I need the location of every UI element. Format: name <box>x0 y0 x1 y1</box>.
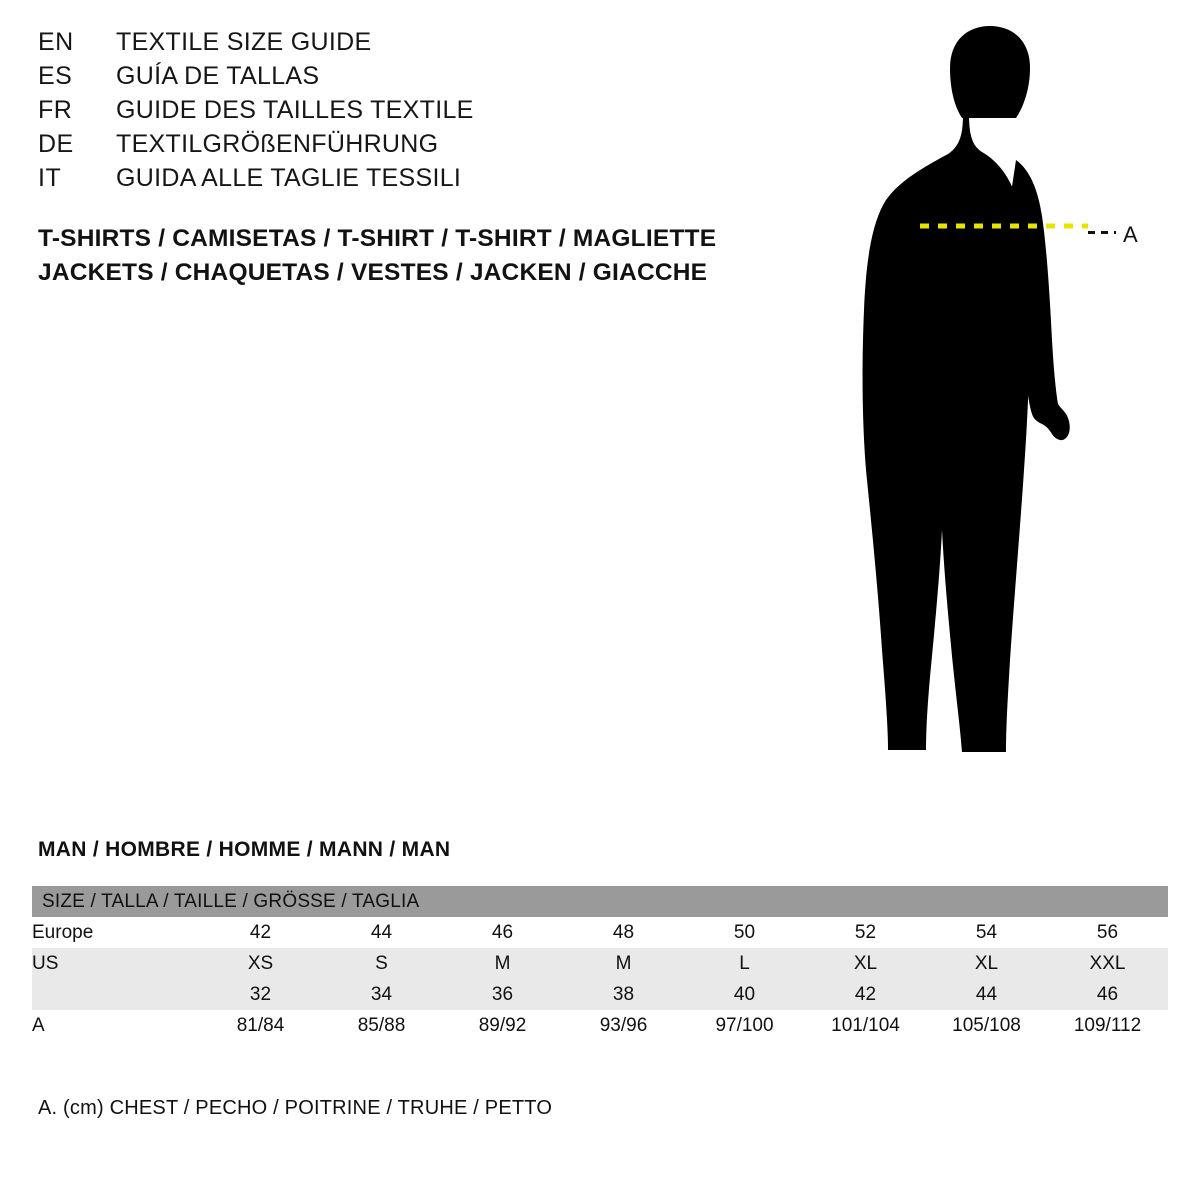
table-cell: 105/108 <box>926 1010 1047 1041</box>
table-section-title: MAN / HOMBRE / HOMME / MANN / MAN <box>38 838 451 861</box>
table-cell: 34 <box>321 979 442 1010</box>
silhouette-shape <box>863 26 1070 752</box>
garment-line-tshirts: T-SHIRTS / CAMISETAS / T-SHIRT / T-SHIRT / MAGLIETTE <box>38 225 717 252</box>
table-row <box>32 1010 1168 1041</box>
table-cell: 93/96 <box>563 1010 684 1041</box>
table-cell: 46 <box>1047 979 1168 1010</box>
size-table <box>32 886 1168 1041</box>
table-cell: L <box>684 948 805 979</box>
language-row <box>38 130 758 164</box>
table-cell: 38 <box>563 979 684 1010</box>
language-header-block <box>38 28 758 198</box>
language-code: ES <box>38 62 73 90</box>
table-cell: XL <box>805 948 926 979</box>
table-cell: M <box>563 948 684 979</box>
table-cell: M <box>442 948 563 979</box>
table-cell: 54 <box>926 917 1047 948</box>
table-cell: 44 <box>926 979 1047 1010</box>
table-cell: 97/100 <box>684 1010 805 1041</box>
table-cell: 42 <box>805 979 926 1010</box>
language-text: TEXTILGRÖßENFÜHRUNG <box>116 130 439 158</box>
table-cell: 42 <box>200 917 321 948</box>
table-cell: 81/84 <box>200 1010 321 1041</box>
row-label-us: US <box>32 948 200 979</box>
table-cell: XS <box>200 948 321 979</box>
table-cell: 50 <box>684 917 805 948</box>
language-code: DE <box>38 130 74 158</box>
language-text: GUIDE DES TAILLES TEXTILE <box>116 96 474 124</box>
language-row <box>38 62 758 96</box>
table-cell: 109/112 <box>1047 1010 1168 1041</box>
table-row <box>32 948 1168 979</box>
table-cell: 32 <box>200 979 321 1010</box>
table-cell: 101/104 <box>805 1010 926 1041</box>
garment-line-jackets: JACKETS / CHAQUETAS / VESTES / JACKEN / GIACCHE <box>38 259 708 286</box>
row-label-europe: Europe <box>32 917 200 948</box>
garment-category-block <box>38 222 798 290</box>
table-header-row <box>32 886 1168 917</box>
language-row <box>38 28 758 62</box>
language-code: FR <box>38 96 73 124</box>
footnote-chest-measure: A. (cm) CHEST / PECHO / POITRINE / TRUHE / PETTO <box>38 1097 553 1119</box>
table-cell: S <box>321 948 442 979</box>
language-text: GUIDA ALLE TAGLIE TESSILI <box>116 164 462 192</box>
table-row <box>32 979 1168 1010</box>
table-cell: 48 <box>563 917 684 948</box>
table-cell: XL <box>926 948 1047 979</box>
row-label-a: A <box>32 1010 200 1041</box>
language-row <box>38 96 758 130</box>
table-cell: 44 <box>321 917 442 948</box>
measure-leader-line <box>1088 231 1116 234</box>
body-silhouette-figure <box>830 10 1180 800</box>
table-row <box>32 917 1168 948</box>
language-code: EN <box>38 28 74 56</box>
language-text: GUÍA DE TALLAS <box>116 62 320 90</box>
table-cell: 40 <box>684 979 805 1010</box>
table-cell: 85/88 <box>321 1010 442 1041</box>
measure-label-a: A <box>1123 222 1138 247</box>
table-cell: XXL <box>1047 948 1168 979</box>
table-cell: 36 <box>442 979 563 1010</box>
language-row <box>38 164 758 198</box>
table-cell: 56 <box>1047 917 1168 948</box>
table-header-label: SIZE / TALLA / TAILLE / GRÖSSE / TAGLIA <box>32 886 1168 917</box>
table-cell: 46 <box>442 917 563 948</box>
row-label-blank <box>32 979 200 1010</box>
language-text: TEXTILE SIZE GUIDE <box>116 28 372 56</box>
language-code: IT <box>38 164 62 192</box>
table-cell: 89/92 <box>442 1010 563 1041</box>
table-cell: 52 <box>805 917 926 948</box>
